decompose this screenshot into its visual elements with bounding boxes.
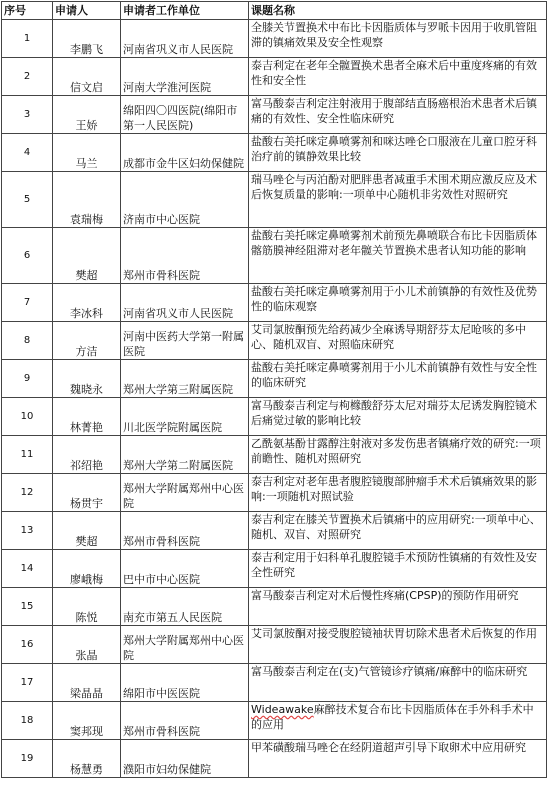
table-row xyxy=(2,626,547,664)
table-row xyxy=(2,322,547,360)
application-table xyxy=(1,1,547,778)
project-title-text: 富马酸泰吉利定与枸橼酸舒芬太尼对瑞芬太尼诱发胸腔镜术后痛觉过敏的影响比较 xyxy=(251,399,537,427)
project-title xyxy=(249,20,547,58)
applicant-name: 陈悦 xyxy=(53,588,121,626)
project-title xyxy=(249,134,547,172)
project-title xyxy=(249,664,547,702)
project-title-text: 盐酸右美托咪定鼻喷雾剂用于小儿术前镇静有效性与安全性的临床研究 xyxy=(251,361,537,389)
header-row xyxy=(2,2,547,20)
applicant-name: 信文启 xyxy=(53,58,121,96)
applicant-name: 杨慧勇 xyxy=(53,740,121,778)
project-title xyxy=(249,96,547,134)
project-title-text: 泰吉利定对老年患者腹腔镜腹部肿瘤手术术后镇痛效果的影响:一项随机对照试验 xyxy=(251,475,537,503)
table-row xyxy=(2,172,547,228)
work-unit: 河南大学淮河医院 xyxy=(121,58,249,96)
project-title-text: 盐酸右美托咪定鼻喷雾剂术前预先鼻喷联合布比卡因脂质体髂筋膜神经阻滞对老年髋关节置换术患者认知功能的影响 xyxy=(251,229,537,257)
table-row xyxy=(2,474,547,512)
applicant-name: 杨贯宇 xyxy=(53,474,121,512)
work-unit: 郑州大学第二附属医院 xyxy=(121,436,249,474)
project-title-text: 全膝关节置换术中布比卡因脂质体与罗哌卡因用于收肌管阻滞的镇痛效果及安全性观察 xyxy=(251,21,537,49)
project-title xyxy=(249,550,547,588)
row-index: 1 xyxy=(2,20,53,58)
work-unit: 濮阳市妇幼保健院 xyxy=(121,740,249,778)
work-unit: 郑州市骨科医院 xyxy=(121,228,249,284)
project-title xyxy=(249,284,547,322)
project-title-text: 瑞马唑仑与丙泊酚对肥胖患者减重手术围术期应激反应及术后恢复质量的影响:一项单中心随机非劣效性对照研究 xyxy=(251,173,537,201)
work-unit: 成都市金牛区妇幼保健院 xyxy=(121,134,249,172)
project-title xyxy=(249,626,547,664)
project-title xyxy=(249,172,547,228)
table-row xyxy=(2,360,547,398)
project-title xyxy=(249,228,547,284)
work-unit: 郑州大学第三附属医院 xyxy=(121,360,249,398)
applicant-name: 樊超 xyxy=(53,228,121,284)
table-row xyxy=(2,134,547,172)
table-row xyxy=(2,58,547,96)
project-title xyxy=(249,512,547,550)
project-title xyxy=(249,58,547,96)
table-row xyxy=(2,702,547,740)
project-title xyxy=(249,702,547,740)
table-row xyxy=(2,740,547,778)
row-index: 12 xyxy=(2,474,53,512)
row-index: 15 xyxy=(2,588,53,626)
project-title xyxy=(249,398,547,436)
project-title-text: 泰吉利定在老年全髋置换术患者全麻术后中重度疼痛的有效性和安全性 xyxy=(251,59,537,87)
row-index: 13 xyxy=(2,512,53,550)
project-title-text: 泰吉利定在膝关节置换术后镇痛中的应用研究:一项单中心、随机、双盲、对照研究 xyxy=(251,513,541,541)
row-index: 2 xyxy=(2,58,53,96)
work-unit: 郑州大学附属郑州中心医院 xyxy=(121,626,249,664)
project-title-prefix: Wideawake xyxy=(251,703,314,716)
project-title xyxy=(249,360,547,398)
work-unit: 郑州市骨科医院 xyxy=(121,702,249,740)
project-title-text: 甲苯磺酸瑞马唑仑在经阴道超声引导下取卵术中应用研究 xyxy=(251,741,526,754)
row-index: 11 xyxy=(2,436,53,474)
row-index: 14 xyxy=(2,550,53,588)
project-title-text: 乙酰氨基酚甘露醇注射液对多发伤患者镇痛疗效的研究:一项前瞻性、随机对照研究 xyxy=(251,437,541,465)
work-unit: 郑州大学附属郑州中心医院 xyxy=(121,474,249,512)
row-index: 17 xyxy=(2,664,53,702)
row-index: 4 xyxy=(2,134,53,172)
applicant-name: 方洁 xyxy=(53,322,121,360)
work-unit: 济南市中心医院 xyxy=(121,172,249,228)
work-unit: 河南省巩义市人民医院 xyxy=(121,20,249,58)
header-applicant: 申请人 xyxy=(53,2,121,20)
table-row xyxy=(2,20,547,58)
table-row xyxy=(2,588,547,626)
table-row xyxy=(2,550,547,588)
table-row xyxy=(2,284,547,322)
row-index: 18 xyxy=(2,702,53,740)
work-unit: 河南中医药大学第一附属医院 xyxy=(121,322,249,360)
table-row xyxy=(2,96,547,134)
row-index: 6 xyxy=(2,228,53,284)
header-project-title: 课题名称 xyxy=(249,2,547,20)
project-title-text: 泰吉利定用于妇科单孔腹腔镜手术预防性镇痛的有效性及安全性研究 xyxy=(251,551,537,579)
table-row xyxy=(2,664,547,702)
row-index: 9 xyxy=(2,360,53,398)
row-index: 7 xyxy=(2,284,53,322)
row-index: 8 xyxy=(2,322,53,360)
work-unit: 绵阳市中医医院 xyxy=(121,664,249,702)
project-title xyxy=(249,740,547,778)
project-title xyxy=(249,436,547,474)
row-index: 19 xyxy=(2,740,53,778)
applicant-name: 林菁艳 xyxy=(53,398,121,436)
applicant-name: 窦邦现 xyxy=(53,702,121,740)
work-unit: 郑州市骨科医院 xyxy=(121,512,249,550)
applicant-name: 张晶 xyxy=(53,626,121,664)
work-unit: 巴中市中心医院 xyxy=(121,550,249,588)
project-title xyxy=(249,322,547,360)
application-table-container xyxy=(1,1,546,783)
table-row xyxy=(2,398,547,436)
work-unit: 绵阳四〇四医院(绵阳市第一人民医院) xyxy=(121,96,249,134)
header-work-unit: 申请者工作单位 xyxy=(121,2,249,20)
project-title-text: 艾司氯胺酮对接受腹腔镜袖状胃切除术患者术后恢复的作用 xyxy=(251,627,537,640)
work-unit: 南充市第五人民医院 xyxy=(121,588,249,626)
applicant-name: 廖峨梅 xyxy=(53,550,121,588)
applicant-name: 马兰 xyxy=(53,134,121,172)
project-title-text: 麻醉技术复合布比卡因脂质体在手外科手术中的应用 xyxy=(251,703,534,731)
row-index: 5 xyxy=(2,172,53,228)
row-index: 16 xyxy=(2,626,53,664)
applicant-name: 魏晓永 xyxy=(53,360,121,398)
applicant-name: 李鹏飞 xyxy=(53,20,121,58)
work-unit: 川北医学院附属医院 xyxy=(121,398,249,436)
project-title-text: 富马酸泰吉利定对术后慢性疼痛(CPSP)的预防作用研究 xyxy=(251,589,519,602)
table-row xyxy=(2,228,547,284)
table-row xyxy=(2,512,547,550)
table-body xyxy=(2,20,547,778)
applicant-name: 祁绍艳 xyxy=(53,436,121,474)
project-title-text: 富马酸泰吉利定在(支)气管镜诊疗镇痛/麻醉中的临床研究 xyxy=(251,665,528,678)
project-title-text: 盐酸右美托咪定鼻喷雾剂用于小儿术前镇静的有效性及优势性的临床观察 xyxy=(251,285,537,313)
project-title-text: 艾司氯胺酮预先给药减少全麻诱导期舒芬太尼呛咳的多中心、随机双盲、对照临床研究 xyxy=(251,323,526,351)
header-index: 序号 xyxy=(2,2,53,20)
project-title xyxy=(249,588,547,626)
project-title-text: 富马酸泰吉利定注射液用于腹部结直肠癌根治术患者术后镇痛的有效性、安全性临床研究 xyxy=(251,97,537,125)
applicant-name: 樊超 xyxy=(53,512,121,550)
project-title-text: 盐酸右美托咪定鼻喷雾剂和咪达唑仑口服液在儿童口腔牙科治疗前的镇静效果比较 xyxy=(251,135,537,163)
applicant-name: 李冰科 xyxy=(53,284,121,322)
row-index: 3 xyxy=(2,96,53,134)
applicant-name: 梁晶晶 xyxy=(53,664,121,702)
row-index: 10 xyxy=(2,398,53,436)
applicant-name: 袁瑞梅 xyxy=(53,172,121,228)
applicant-name: 王娇 xyxy=(53,96,121,134)
table-row xyxy=(2,436,547,474)
project-title xyxy=(249,474,547,512)
work-unit: 河南省巩义市人民医院 xyxy=(121,284,249,322)
